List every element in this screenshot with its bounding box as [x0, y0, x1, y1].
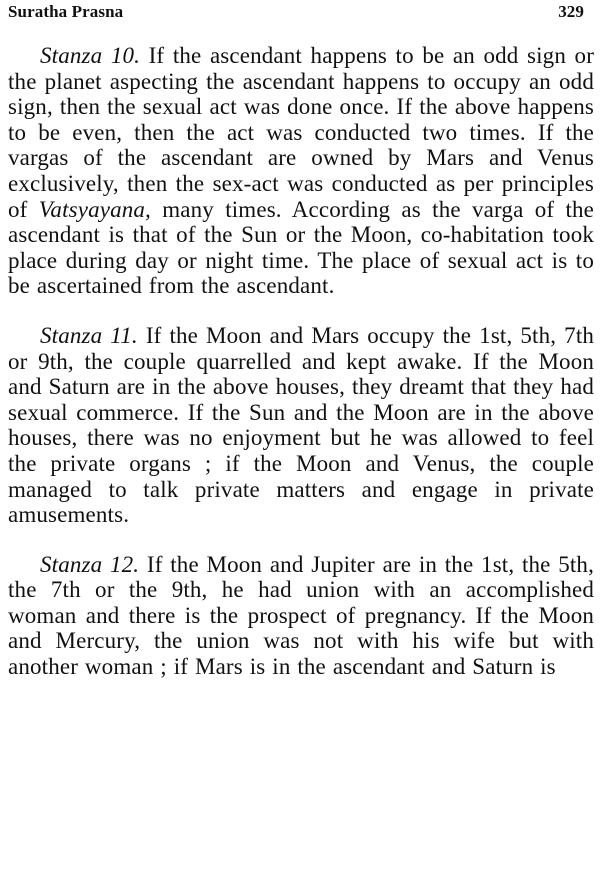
stanza-10-italic-term: Vatsyayana, — [38, 196, 151, 222]
stanza-10-label: Stanza 10. — [40, 43, 141, 68]
stanza-11-text: If the Moon and Mars occupy the 1st, 5th, 7th or 9th, the couple quarrelled and kept awake. If the Moon and Saturn are in the above houses, they dreamt that they had sexual commerce. If the Sun and the Moon are in the above houses, there was no enjoyment but he was allowed to feel the private organs ; if the Moon and Venus, the couple managed to talk private matters and engage in private amusements. — [8, 322, 595, 528]
stanza-10-text: If the ascendant happens to be an odd sign or the planet aspecting the ascendant happens to occupy an odd sign, then the sexual act was done once. If the above happens to be even, then the act was conducted two times. If the vargas of the ascendant are owned by Mars and Venus exclusively, then the sex-act was conducted as per principles of — [8, 43, 595, 222]
running-title: Suratha Prasna — [8, 2, 124, 21]
stanza-12-paragraph — [8, 552, 594, 680]
stanza-11-paragraph — [8, 323, 594, 528]
stanza-12-label: Stanza 12. — [40, 551, 140, 577]
stanza-12-text: If the Moon and Jupiter are in the 1st, the 5th, the 7th or the 9th, he had union with an accomplished woman and there is the prospect of pregnancy. If the Moon and Mercury, the union was not with his wife but with another woman ; if Mars is in the ascendant and Saturn is — [8, 551, 594, 680]
stanza-11-label: Stanza 11. — [40, 322, 138, 348]
page-number: 329 — [558, 2, 584, 21]
running-header — [8, 0, 594, 30]
stanza-10-paragraph — [8, 43, 594, 299]
stanza-10-text-after: many times. According as the varga of the ascendant is that of the Sun or the Moon, co-habitation took place during day or night time. The place of sexual act is to be ascertained from the ascendant. — [8, 196, 595, 299]
